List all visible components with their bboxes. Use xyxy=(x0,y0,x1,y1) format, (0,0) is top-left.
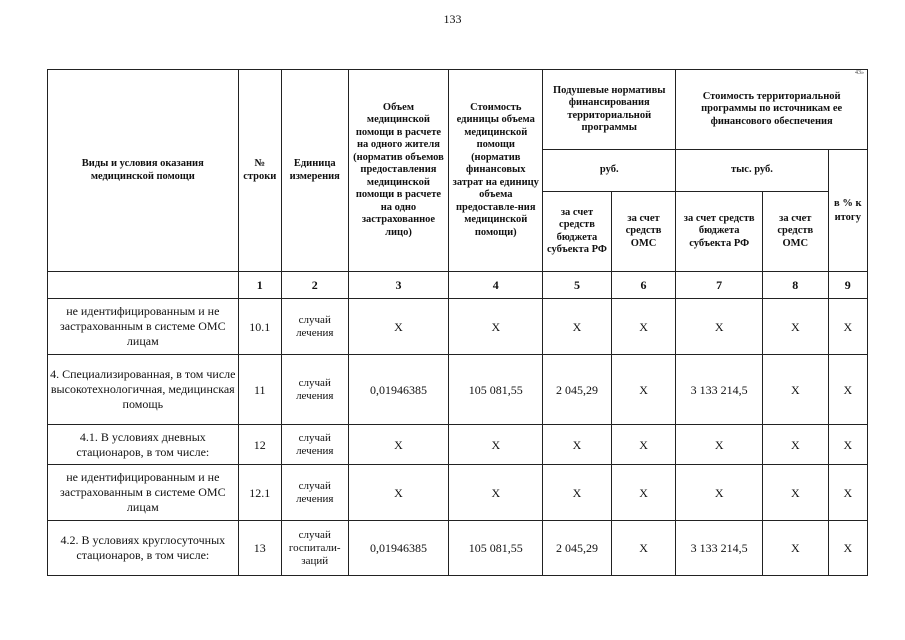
row-budget-thous: 3 133 214,5 xyxy=(676,521,763,576)
row-percent: Х xyxy=(828,521,867,576)
row-volume: 0,01946385 xyxy=(348,355,449,425)
row-number: 10.1 xyxy=(238,299,281,355)
row-cost: 105 081,55 xyxy=(449,355,543,425)
row-budget-rub: Х xyxy=(543,465,612,521)
column-number: 7 xyxy=(676,272,763,299)
table-row xyxy=(48,425,868,465)
header-volume: Объем медицинской помощи в расчете на одного жителя (норматив объемов предоставления медицинской помощи в расчете на одно застрахованное лицо) xyxy=(348,70,449,272)
header-per-capita: Подушевые нормативы финансирования территориальной программы xyxy=(543,70,676,150)
row-volume: Х xyxy=(348,465,449,521)
row-number: 12.1 xyxy=(238,465,281,521)
table-row xyxy=(48,355,868,425)
financing-table xyxy=(47,69,868,576)
row-unit: случай лечения xyxy=(281,425,348,465)
row-oms-rub: Х xyxy=(611,521,676,576)
header-unit: Единица измерения xyxy=(281,70,348,272)
row-unit: случай лечения xyxy=(281,299,348,355)
header-oms-thous: за счет средств ОМС xyxy=(763,192,829,272)
row-budget-thous: Х xyxy=(676,299,763,355)
header-budget-rub: за счет средств бюджета субъекта РФ xyxy=(543,192,612,272)
column-number xyxy=(48,272,239,299)
row-unit: случай лечения xyxy=(281,355,348,425)
table-row xyxy=(48,299,868,355)
column-number: 4 xyxy=(449,272,543,299)
row-percent: Х xyxy=(828,425,867,465)
header-budget-thous: за счет средств бюджета субъекта РФ xyxy=(676,192,763,272)
row-name: 4.1. В условиях дневных стационаров, в том числе: xyxy=(48,425,239,465)
header-type-of-care: Виды и условия оказания медицинской помощи xyxy=(48,70,239,272)
row-budget-rub: 2 045,29 xyxy=(543,521,612,576)
row-cost: Х xyxy=(449,299,543,355)
corner-mark: 43» xyxy=(855,70,864,76)
row-number: 11 xyxy=(238,355,281,425)
row-cost: Х xyxy=(449,465,543,521)
row-cost: 105 081,55 xyxy=(449,521,543,576)
row-number: 12 xyxy=(238,425,281,465)
row-percent: Х xyxy=(828,465,867,521)
row-name: 4. Специализированная, в том числе высокотехнологичная, медицинская помощь xyxy=(48,355,239,425)
header-unit-cost: Стоимость единицы объема медицинской помощи (норматив финансовых затрат на единицу объема предоставле-ния медицинской помощи) xyxy=(449,70,543,272)
row-name: не идентифицированным и не застрахованным в системе ОМС лицам xyxy=(48,465,239,521)
header-program-cost: Стоимость территориальной программы по источникам ее финансового обеспечения xyxy=(676,70,868,150)
row-percent: Х xyxy=(828,299,867,355)
row-oms-rub: Х xyxy=(611,425,676,465)
row-oms-thous: Х xyxy=(763,355,829,425)
column-number-row xyxy=(48,272,868,299)
header-thous-rub: тыс. руб. xyxy=(676,150,828,192)
row-number: 13 xyxy=(238,521,281,576)
row-oms-thous: Х xyxy=(763,425,829,465)
column-number: 5 xyxy=(543,272,612,299)
header-oms-rub: за счет средств ОМС xyxy=(611,192,676,272)
row-oms-rub: Х xyxy=(611,299,676,355)
header-rub: руб. xyxy=(543,150,676,192)
row-oms-thous: Х xyxy=(763,521,829,576)
row-cost: Х xyxy=(449,425,543,465)
row-unit: случай госпитали-заций xyxy=(281,521,348,576)
row-budget-thous: Х xyxy=(676,425,763,465)
column-number: 9 xyxy=(828,272,867,299)
header-row-number: № строки xyxy=(238,70,281,272)
header-percent: в % к итогу xyxy=(828,150,867,272)
column-number: 8 xyxy=(763,272,829,299)
table-row xyxy=(48,521,868,576)
row-volume: Х xyxy=(348,299,449,355)
row-budget-rub: Х xyxy=(543,425,612,465)
table-row xyxy=(48,465,868,521)
row-oms-thous: Х xyxy=(763,465,829,521)
row-oms-thous: Х xyxy=(763,299,829,355)
row-name: 4.2. В условиях круглосуточных стационаров, в том числе: xyxy=(48,521,239,576)
row-volume: Х xyxy=(348,425,449,465)
page-number: 133 xyxy=(443,12,462,26)
row-budget-thous: 3 133 214,5 xyxy=(676,355,763,425)
row-name: не идентифицированным и не застрахованным в системе ОМС лицам xyxy=(48,299,239,355)
column-number: 6 xyxy=(611,272,676,299)
column-number: 2 xyxy=(281,272,348,299)
row-volume: 0,01946385 xyxy=(348,521,449,576)
row-budget-rub: Х xyxy=(543,299,612,355)
row-budget-rub: 2 045,29 xyxy=(543,355,612,425)
row-budget-thous: Х xyxy=(676,465,763,521)
row-unit: случай лечения xyxy=(281,465,348,521)
row-percent: Х xyxy=(828,355,867,425)
column-number: 3 xyxy=(348,272,449,299)
column-number: 1 xyxy=(238,272,281,299)
row-oms-rub: Х xyxy=(611,465,676,521)
row-oms-rub: Х xyxy=(611,355,676,425)
